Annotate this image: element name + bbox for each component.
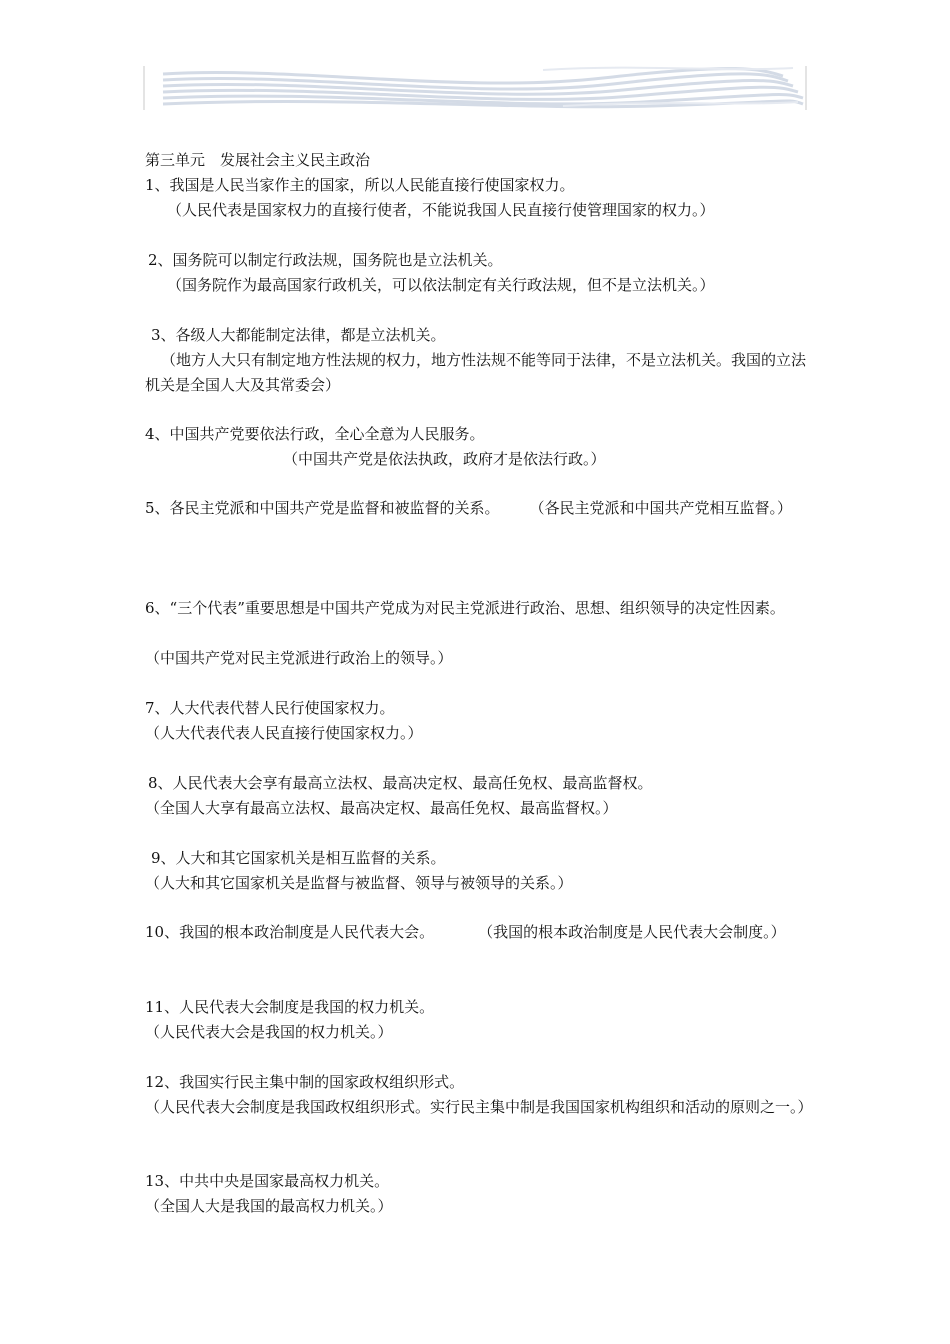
item-12-question: 12、我国实行民主集中制的国家政权组织形式。 (145, 1073, 465, 1091)
item-1-question: 1、我国是人民当家作主的国家，所以人民能直接行使国家权力。 (145, 176, 575, 194)
item-1-answer: （人民代表是国家权力的直接行使者，不能说我国人民直接行使管理国家的权力。） (167, 201, 715, 219)
item-3-question: 3、各级人大都能制定法律，都是立法机关。 (151, 326, 446, 344)
item-7-answer: （人大代表代表人民直接行使国家权力。） (145, 724, 423, 742)
item-13-answer: （全国人大是我国的最高权力机关。） (145, 1197, 393, 1215)
item-2-question: 2、国务院可以制定行政法规，国务院也是立法机关。 (148, 251, 503, 269)
item-2-answer: （国务院作为最高国家行政机关，可以依法制定有关行政法规，但不是立法机关。） (167, 276, 715, 294)
item-8-question: 8、人民代表大会享有最高立法权、最高决定权、最高任免权、最高监督权。 (148, 774, 653, 792)
header-banner (143, 66, 807, 110)
item-10-answer: （我国的根本政治制度是人民代表大会制度。） (478, 923, 786, 941)
item-9-question: 9、人大和其它国家机关是相互监督的关系。 (151, 849, 446, 867)
item-11-answer: （人民代表大会是我国的权力机关。） (145, 1023, 393, 1041)
item-6-answer: （中国共产党对民主党派进行政治上的领导。） (145, 649, 453, 667)
item-5 (145, 496, 810, 521)
item-4-question: 4、中国共产党要依法行政，全心全意为人民服务。 (145, 425, 485, 443)
item-9-answer: （人大和其它国家机关是监督与被监督、领导与被领导的关系。） (145, 874, 573, 892)
item-3-answer: （地方人大只有制定地方性法规的权力，地方性法规不能等同于法律，不是立法机关。我国的立法机关是全国人大及其常委会） (145, 351, 807, 394)
unit-title: 第三单元 发展社会主义民主政治 (145, 151, 371, 169)
item-10-question: 10、我国的根本政治制度是人民代表大会。 (145, 923, 435, 941)
item-13-question: 13、中共中央是国家最高权力机关。 (145, 1172, 390, 1190)
item-4-answer: （中国共产党是依法执政，政府才是依法行政。） (283, 450, 606, 468)
item-8-answer: （全国人大享有最高立法权、最高决定权、最高任免权、最高监督权。） (145, 799, 618, 817)
wave-decoration-icon (143, 66, 807, 110)
item-5-question: 5、各民主党派和中国共产党是监督和被监督的关系。 (145, 499, 500, 517)
item-6-question: 6、“三个代表”重要思想是中国共产党成为对民主党派进行政治、思想、组织领导的决定性因素。 (145, 599, 785, 617)
item-11-question: 11、人民代表大会制度是我国的权力机关。 (145, 998, 435, 1016)
item-12-answer: （人民代表大会制度是我国政权组织形式。实行民主集中制是我国国家机构组织和活动的原则之一。） (145, 1098, 813, 1116)
item-7-question: 7、人大代表代替人民行使国家权力。 (145, 699, 395, 717)
item-10 (145, 920, 810, 945)
item-5-answer: （各民主党派和中国共产党相互监督。） (529, 499, 793, 517)
